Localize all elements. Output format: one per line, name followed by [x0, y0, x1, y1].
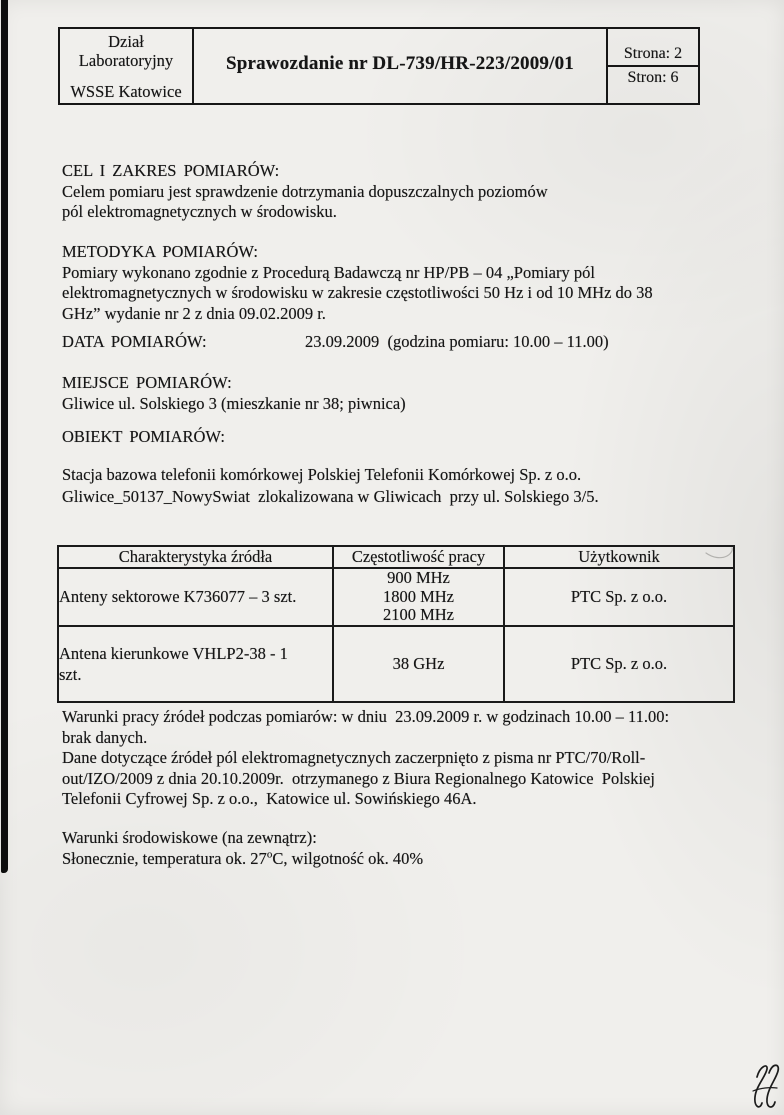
- section-heading: METODYKA POMIARÓW:: [62, 242, 258, 261]
- text-line: Warunki pracy źródeł podczas pomiarów: w dniu 23.09.2009 r. w godzinach 10.00 – 11.00:: [62, 707, 670, 726]
- section-heading: MIEJSCE POMIARÓW:: [62, 373, 232, 392]
- text-line: GHz” wydanie nr 2 z dnia 09.02.2009 r.: [62, 303, 326, 323]
- report-title: Sprawozdanie nr DL-739/HR-223/2009/01: [225, 53, 574, 74]
- header-department-cell: [60, 29, 194, 103]
- measurement-location: Gliwice ul. Solskiego 3 (mieszkanie nr 38; piwnica): [62, 393, 406, 413]
- column-header-user: Użytkownik: [504, 546, 734, 568]
- measurement-date-value: 23.09.2009 (godzina pomiaru: 10.00 – 11.00): [305, 332, 609, 351]
- text-line: Warunki środowiskowe (na zewnątrz):: [62, 828, 317, 847]
- section-miejsce: [62, 373, 406, 414]
- report-header-box: [58, 27, 700, 105]
- frequency-value: 900 MHz: [387, 568, 450, 587]
- text-line: Dane dotyczące źródeł pól elektromagnetycznych zaczerpnięto z pisma nr PTC/70/Roll-: [62, 748, 646, 767]
- degree-symbol: o: [266, 848, 273, 860]
- table-header-row: [58, 546, 734, 568]
- header-page-cell: [606, 29, 698, 103]
- text-line: Celem pomiaru jest sprawdzenie dotrzymania dopuszczalnych poziomów: [62, 181, 548, 201]
- text-line: Gliwice_50137_NowySwiat zlokalizowana w Gliwicach przy ul. Solskiego 3/5.: [62, 486, 599, 506]
- frequency-value: 1800 MHz: [382, 586, 455, 606]
- section-data-pomiarow: [62, 332, 609, 353]
- section-heading: CEL I ZAKRES POMIARÓW:: [62, 161, 280, 180]
- text-line: out/IZO/2009 z dnia 20.10.2009r. otrzymanego z Biura Regionalnego Katowice Polskiej: [62, 768, 655, 788]
- section-cel-zakres: [62, 161, 548, 223]
- text-line: Pomiary wykonano zgodnie z Procedurą Badawczą nr HP/PB – 04 „Pomiary pól: [62, 262, 595, 282]
- source-cell: Anteny sektorowe K736077 – 3 szt.: [58, 568, 333, 626]
- scan-edge-artifact-icon: [1, 0, 8, 873]
- text-line: szt.: [59, 664, 82, 684]
- column-header-source: Charakterystyka źródła: [58, 546, 333, 568]
- text-line: Antena kierunkowe VHLP2-38 - 1: [59, 643, 288, 663]
- page-count: Stron: 6: [627, 69, 679, 86]
- text-line: Laboratoryjny: [78, 51, 174, 70]
- environmental-conditions-note: [62, 828, 423, 869]
- pencil-check-icon: [704, 545, 738, 561]
- text-line: Stacja bazowa telefonii komórkowej Polskiej Telefonii Komórkowej Sp. z o.o.: [62, 465, 582, 484]
- user-cell: PTC Sp. z o.o.: [504, 568, 734, 626]
- department-name: [60, 32, 192, 70]
- table-row: [58, 626, 734, 702]
- signature-initials-icon: [746, 1061, 784, 1115]
- page-number: Strona: 2: [608, 29, 698, 67]
- frequency-cell: 38 GHz: [333, 626, 504, 702]
- section-heading: OBIEKT POMIARÓW:: [62, 427, 225, 446]
- user-cell: PTC Sp. z o.o.: [504, 626, 734, 702]
- source-characteristics-table: [57, 545, 735, 703]
- text-line: Słonecznie, temperatura ok. 27$^o$C, wilgotność ok. 40%: [62, 848, 424, 868]
- text-line: pól elektromagnetycznych w środowisku.: [62, 202, 337, 221]
- header-title-cell: [194, 29, 606, 103]
- text-line: Telefonii Cyfrowej Sp. z o.o., Katowice ul. Sowińskiego 46A.: [62, 789, 477, 808]
- section-obiekt: [62, 427, 225, 448]
- table-row: [58, 568, 734, 626]
- section-metodyka: [62, 242, 653, 324]
- text-line: elektromagnetycznych w środowisku w zakresie częstotliwości 50 Hz i od 10 MHz do 38: [62, 283, 653, 302]
- section-heading: DATA POMIARÓW:: [62, 332, 207, 351]
- organization-name: WSSE Katowice: [70, 82, 182, 101]
- measurement-object-description: [62, 464, 599, 507]
- working-conditions-note: [62, 707, 669, 810]
- column-header-frequency: Częstotliwość pracy: [333, 546, 504, 568]
- frequency-value: 2100 MHz: [382, 605, 455, 624]
- text-line: Dział: [108, 32, 144, 51]
- text-line: brak danych.: [62, 727, 148, 747]
- source-cell: [58, 626, 333, 702]
- frequency-cell: [333, 568, 504, 626]
